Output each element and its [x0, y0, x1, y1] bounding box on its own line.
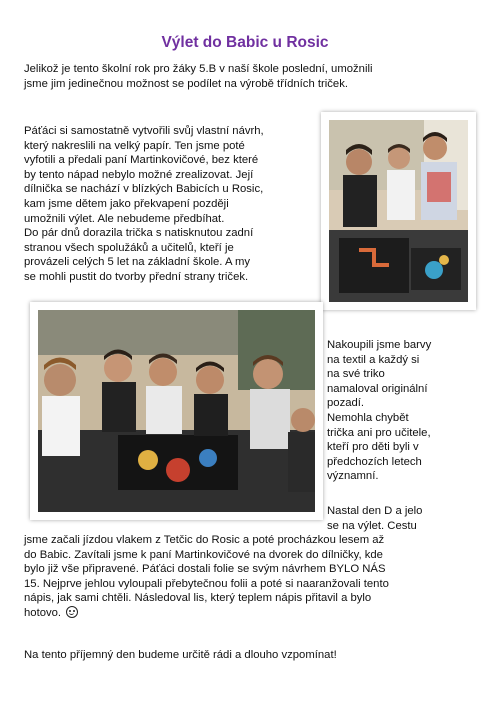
text-line: bylo již vše připravené. Páťáci dostali folie se svým návrhem BYLO NÁS — [24, 563, 386, 576]
text-line: kam jsme dětem jako překvapení později — [24, 197, 229, 210]
paragraph-trip — [24, 533, 464, 621]
text-line: hotovo. — [24, 606, 62, 619]
photo-group-painting — [30, 302, 323, 520]
photo-group-painting-image — [38, 310, 315, 512]
paragraph-paint — [327, 338, 467, 484]
text-line: Na tento příjemný den budeme určitě rádi a dlouho vzpomínat! — [24, 649, 337, 661]
text-line: nápis, jak sami chtěli. Následoval lis, který teplem nápis přitavil a bylo — [24, 592, 372, 605]
text-line: jsme jim jedinečnou možnost se podílet na výrobě třídních triček. — [24, 77, 348, 90]
text-line: dílnička se nachází v blízkých Babicích u Rosic, — [24, 183, 264, 196]
text-line: Páťáci si samostatně vytvořili svůj vlastní návrh, — [24, 125, 264, 137]
text-line: do Babic. Zavítali jsme k paní Martinkovičové na dvorek do dílničky, kde — [24, 548, 383, 561]
paragraph-trip-start — [327, 504, 467, 533]
text-line: který nakreslili na velký papír. Ten jsme poté — [24, 139, 245, 152]
paragraph-intro — [24, 62, 464, 91]
text-line: stranou všech spolužáků a učitelů, kteří je — [24, 241, 234, 254]
page-title: Výlet do Babic u Rosic — [161, 34, 329, 51]
text-line: Nakoupili jsme barvy — [327, 339, 432, 351]
photo-painting-shirts — [321, 112, 476, 310]
paragraph-closing — [24, 648, 464, 663]
paragraph-design — [24, 124, 314, 285]
text-line: kteří pro děti byli v — [327, 441, 419, 454]
text-line: Nemohla chybět — [327, 411, 409, 424]
text-line: Nastal den D a jelo — [327, 505, 423, 517]
text-line: významní. — [327, 470, 379, 483]
text-line: jsme začali jízdou vlakem z Tetčic do Rosic a poté procházkou lesem až — [24, 534, 385, 546]
text-line: Jelikož je tento školní rok pro žáky 5.B v naší škole poslední, umožnili — [24, 63, 373, 75]
text-line: umožnili výlet. Ale nebudeme předbíhat. — [24, 212, 225, 225]
text-line: provázeli celých 5 let na základní škole. A my — [24, 256, 251, 269]
text-line: pozadí. — [327, 397, 365, 410]
text-line: by tento nápad nebylo možné zrealizovat. Její — [24, 168, 254, 181]
smiley-face-icon — [66, 606, 78, 618]
text-line: na své triko — [327, 368, 385, 381]
text-line: předchozích letech — [327, 455, 422, 468]
text-line: namaloval originální — [327, 382, 428, 395]
text-line-with-smiley — [24, 606, 464, 621]
photo-painting-shirts-image — [329, 120, 468, 302]
text-line: Do pár dnů dorazila trička s natisknutou zadní — [24, 227, 254, 240]
text-line: vyfotili a předali paní Martinkovičové, bez které — [24, 154, 259, 167]
text-line: se mohli pustit do tvorby přední strany triček. — [24, 270, 249, 283]
text-line: 15. Nejprve jehlou vyloupali přebytečnou folii a poté si naaranžovali tento — [24, 577, 389, 590]
text-line: trička ani pro učitele, — [327, 426, 431, 439]
text-line: na textil a každý si — [327, 353, 420, 366]
text-line: se na výlet. Cestu — [327, 519, 417, 532]
